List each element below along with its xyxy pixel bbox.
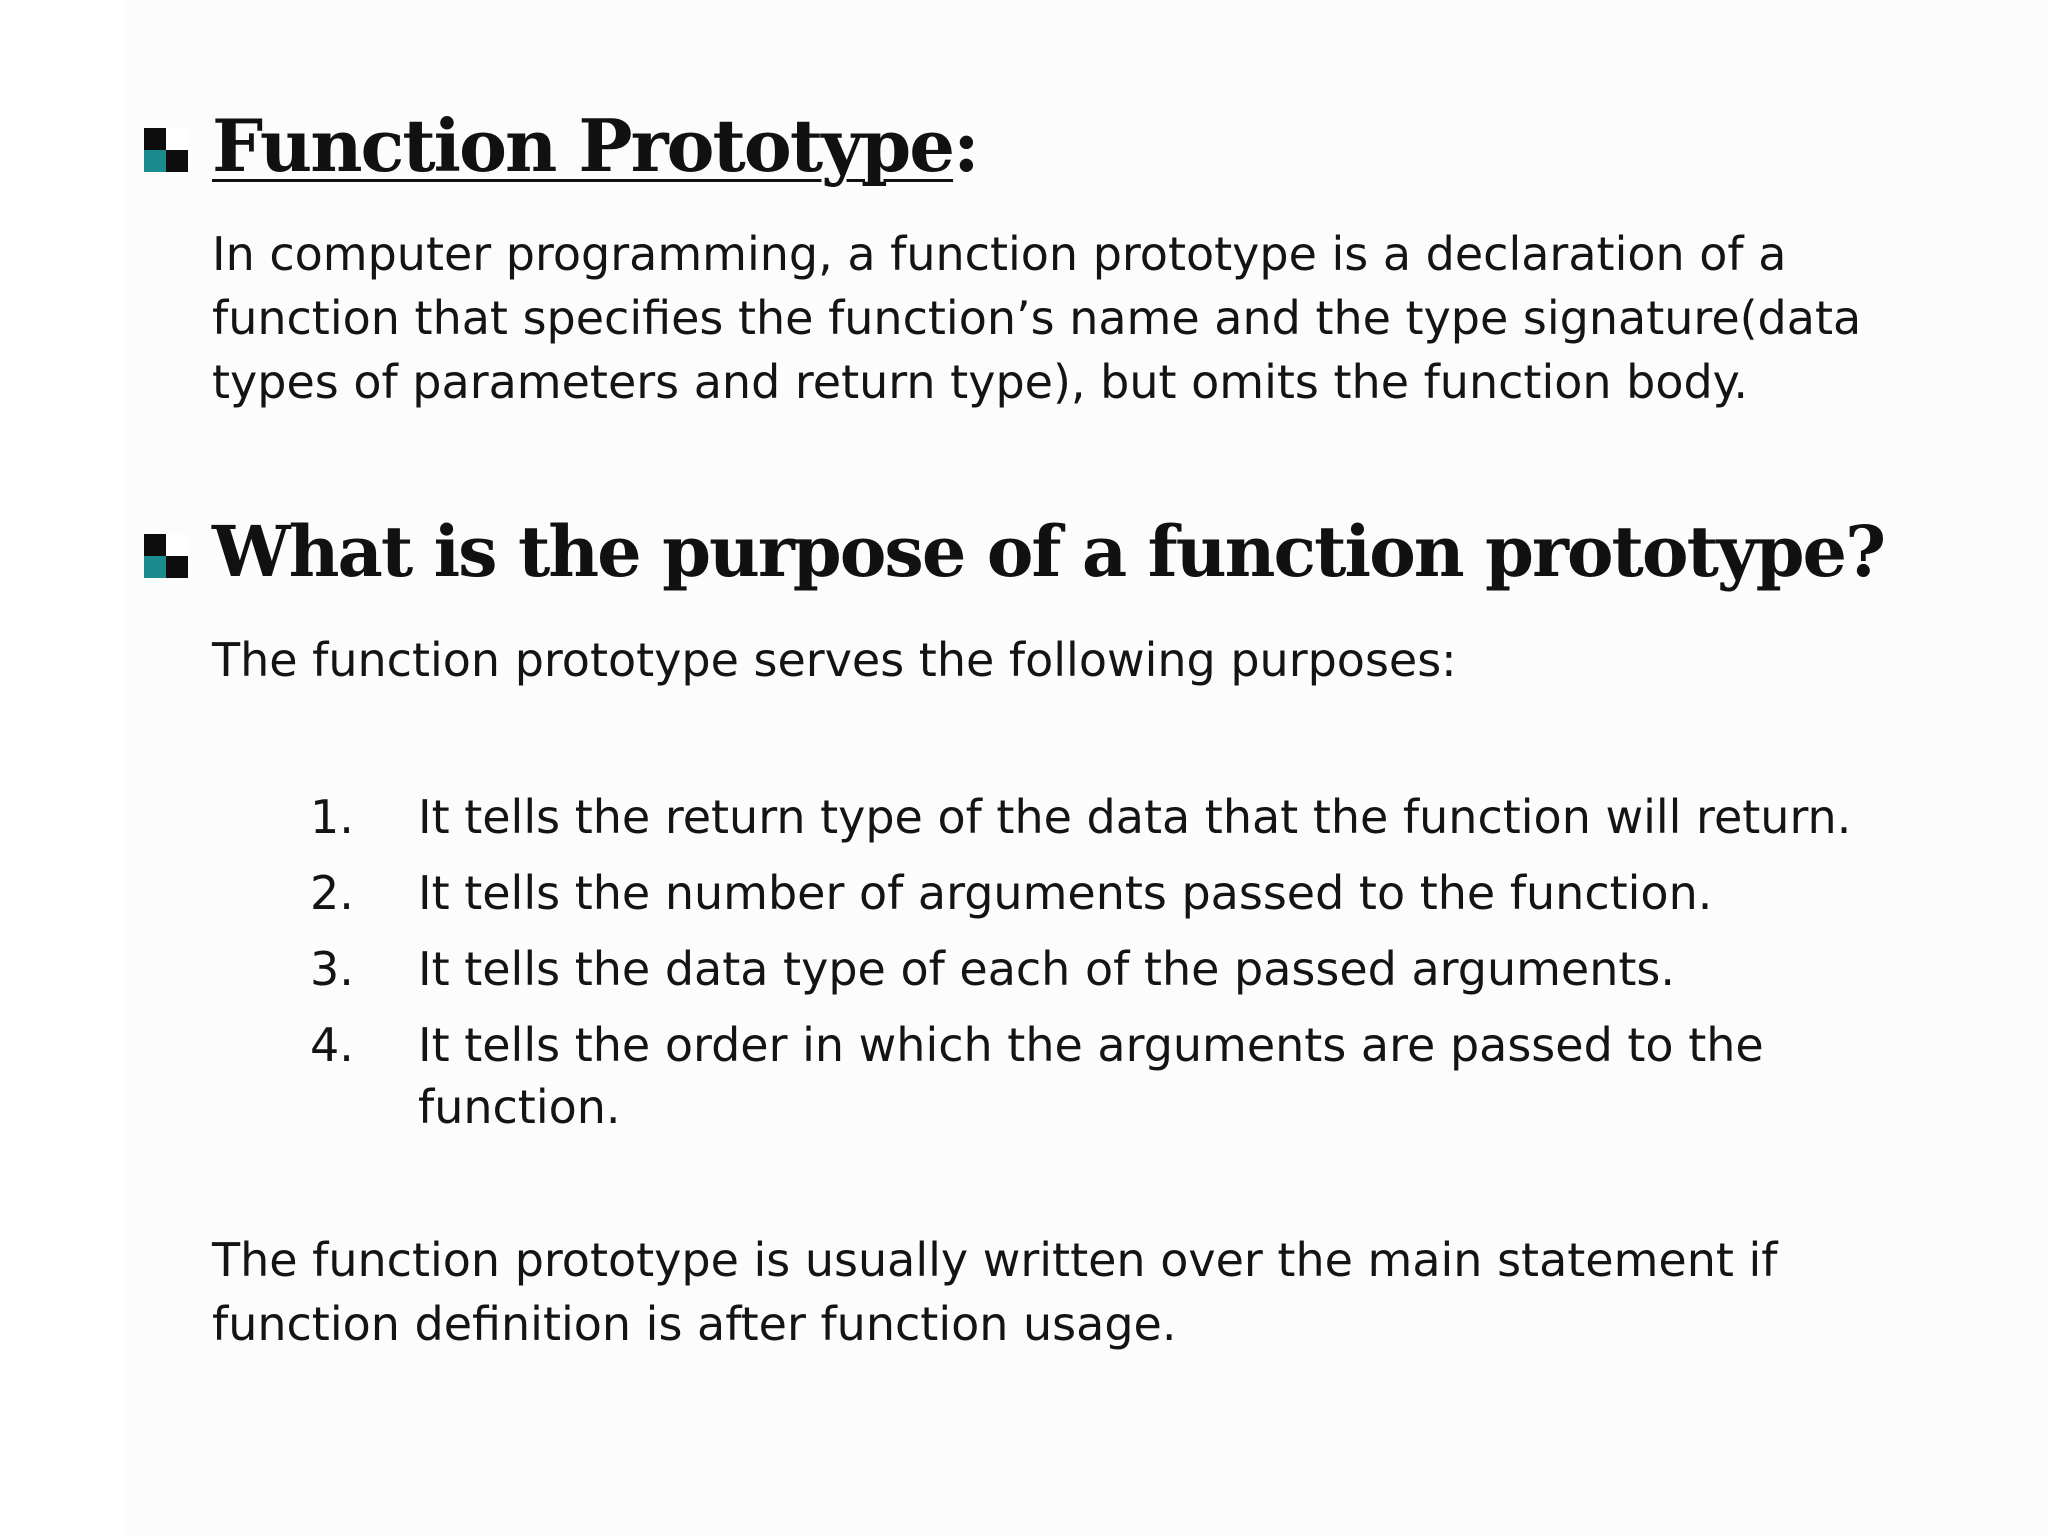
list-item (310, 786, 1950, 848)
closing-paragraph (212, 1228, 1972, 1356)
list-item-number: 4. (310, 1018, 354, 1072)
list-item (310, 938, 1950, 1000)
square-bullet-icon (144, 534, 188, 578)
paragraph-line: function that specifies the function’s name and the type signature(data (212, 291, 1862, 345)
list-item-number: 1. (310, 790, 354, 844)
list-item-number: 2. (310, 866, 354, 920)
definition-paragraph (212, 222, 1972, 414)
list-item-number: 3. (310, 942, 354, 996)
list-item (310, 1014, 1950, 1138)
purpose-list (310, 786, 1950, 1152)
list-item-text: It tells the number of arguments passed to the function. (418, 866, 1713, 920)
list-item (310, 862, 1950, 924)
square-bullet-icon (144, 128, 188, 172)
paragraph-line: In computer programming, a function prototype is a declaration of a (212, 227, 1787, 281)
section-heading-function-prototype (212, 102, 978, 190)
heading-colon: : (953, 103, 978, 188)
heading-text: Function Prototype (212, 103, 954, 188)
paragraph-line: The function prototype is usually written over the main statement if (212, 1233, 1778, 1287)
list-item-text: It tells the return type of the data that the function will return. (418, 790, 1852, 844)
list-item-text: It tells the data type of each of the passed arguments. (418, 942, 1676, 996)
purpose-intro: The function prototype serves the following purposes: (212, 633, 1457, 687)
section-heading-purpose: What is the purpose of a function prototype? (212, 510, 1885, 593)
list-item-text: It tells the order in which the arguments are passed to the function. (418, 1018, 1764, 1134)
paragraph-line: types of parameters and return type), but omits the function body. (212, 355, 1748, 409)
paragraph-line: function definition is after function usage. (212, 1297, 1177, 1351)
